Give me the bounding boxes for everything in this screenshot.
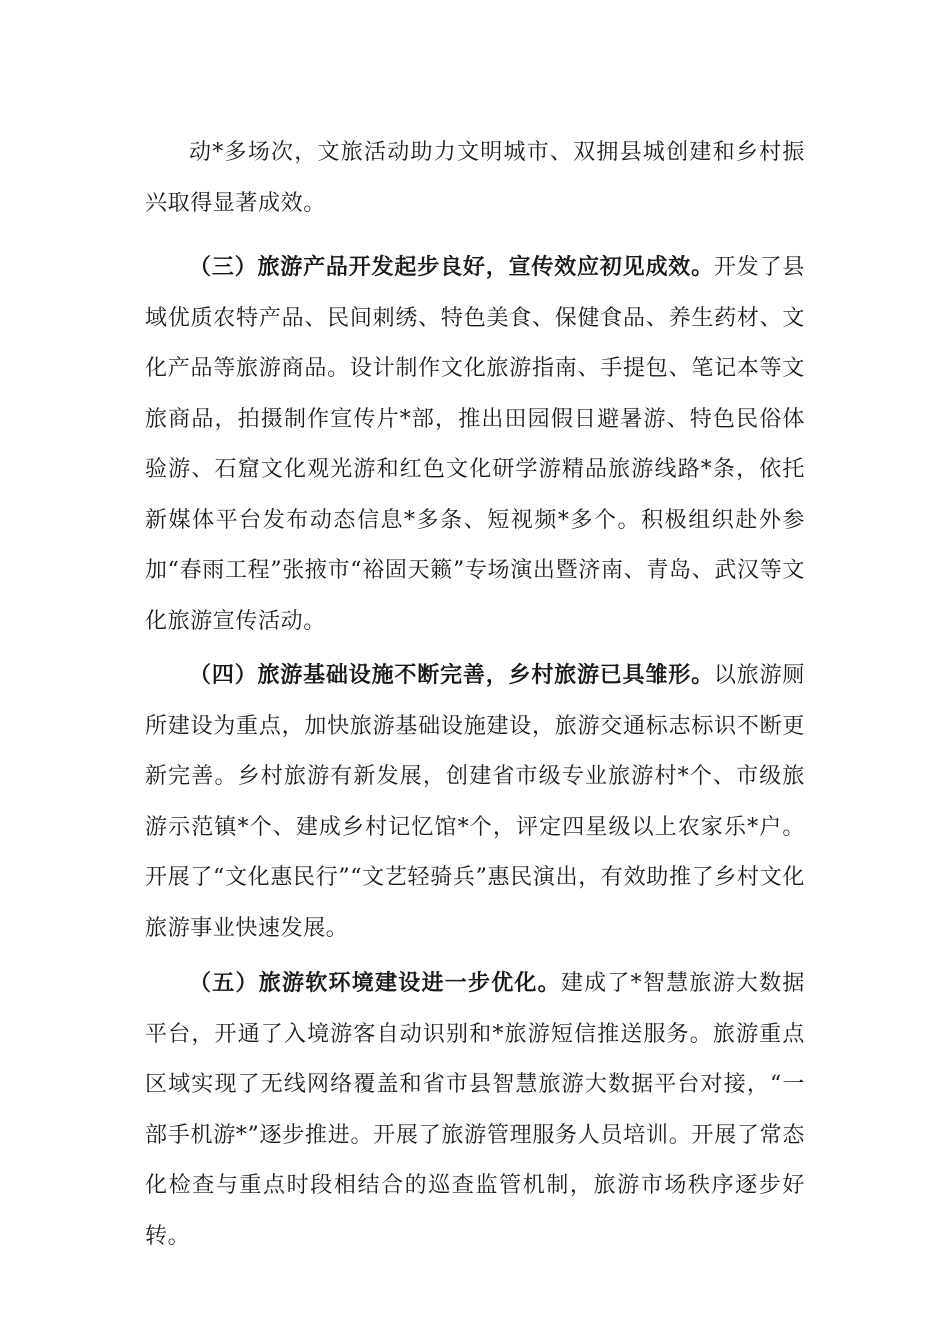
paragraph-body: 动*多场次，文旅活动助力文明城市、双拥县城创建和乡村振兴取得显著成效。 <box>145 140 805 216</box>
paragraph-body: 开发了县域优质农特产品、民间刺绣、特色美食、保健食品、养生药材、文化产品等旅游商品。设计制作文化旅游指南、手提包、笔记本等文旅商品，拍摄制作宣传片*部，推出田园假日避暑游、特色民俗体验游、石窟文化观光游和红色文化研学游精品旅游线路*条，依托新媒体平台发布动态信息*多条、短视频*多个。积极组织赴外参加“春雨工程”张掖市“裕固天籁”专场演出暨济南、青岛、武汉等文化旅游宣传活动。 <box>145 255 805 634</box>
paragraph-tourism-products <box>145 242 805 647</box>
paragraph-body: 建成了*智慧旅游大数据平台，开通了入境游客自动识别和*旅游短信推送服务。旅游重点区域实现了无线网络覆盖和省市县智慧旅游大数据平台对接，“一部手机游*”逐步推进。开展了旅游管理服务人员培训。开展了常态化检查与重点时段相结合的巡查监管机制，旅游市场秩序逐步好转。 <box>145 971 805 1249</box>
paragraph-infrastructure <box>145 650 805 954</box>
paragraph-body: 以旅游厕所建设为重点，加快旅游基础设施建设，旅游交通标志标识不断更新完善。乡村旅游有新发展，创建省市级专业旅游村*个、市级旅游示范镇*个、建成乡村记忆馆*个，评定四星级以上农家乐*户。开展了“文化惠民行”“文艺轻骑兵”惠民演出，有效助推了乡村文化旅游事业快速发展。 <box>145 663 805 941</box>
paragraph-heading: （五）旅游软环境建设进一步优化。 <box>189 970 561 996</box>
paragraph-heading: （四）旅游基础设施不断完善，乡村旅游已具雏形。 <box>189 662 714 688</box>
paragraph-continuation <box>145 128 805 229</box>
paragraph-soft-environment <box>145 958 805 1262</box>
paragraph-heading: （三）旅游产品开发起步良好，宣传效应初见成效。 <box>189 254 714 280</box>
